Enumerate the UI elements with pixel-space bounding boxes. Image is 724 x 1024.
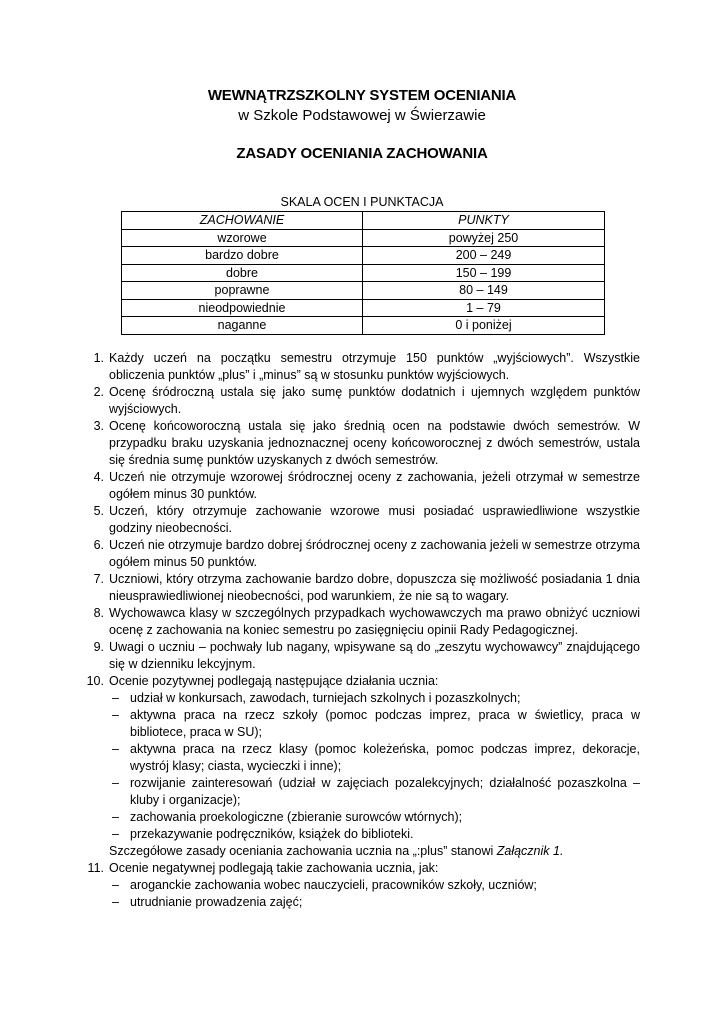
list-text: Uczeń nie otrzymuje wzorowej śródrocznej oceny z zachowania, jeżeli otrzymał w semestrze ogółem minus 30 punktów.	[109, 470, 640, 501]
sub-list-item	[109, 775, 640, 809]
sub-list-item	[109, 809, 640, 826]
table-cell: 0 i poniżej	[363, 317, 605, 335]
grading-scale-table	[121, 211, 605, 335]
list-item-negative-behaviours	[88, 860, 640, 911]
table-cell: wzorowe	[122, 229, 363, 247]
list-number: 3.	[93, 419, 104, 433]
table-cell: nieodpowiednie	[122, 299, 363, 317]
list-number: 10.	[86, 674, 104, 688]
list-item	[88, 537, 640, 571]
list-number: 8.	[93, 606, 104, 620]
note-text: Szczegółowe zasady oceniania zachowania ucznia na „:plus” stanowi	[109, 844, 494, 858]
document-title: WEWNĄTRZSZKOLNY SYSTEM OCENIANIA	[207, 87, 517, 104]
table-cell: bardzo dobre	[122, 247, 363, 265]
list-number: 7.	[93, 572, 104, 586]
list-text: Ocenie pozytywnej podlegają następujące działania ucznia:	[109, 674, 439, 688]
note-attachment-ref: Załącznik 1.	[496, 844, 564, 858]
list-item	[88, 571, 640, 605]
list-item-positive-behaviours	[88, 673, 640, 860]
list-number: 1.	[93, 351, 104, 365]
table-header-row	[122, 212, 605, 230]
sub-list-text: przekazywanie podręczników, książek do biblioteki.	[130, 827, 414, 841]
list-number: 11.	[87, 861, 104, 875]
table-caption: SKALA OCEN I PUNKTACJA	[280, 195, 444, 209]
table-header-cell: PUNKTY	[363, 212, 605, 230]
attachment-note	[109, 843, 640, 860]
sub-list-text: aktywna praca na rzecz szkoły (pomoc podczas imprez, praca w świetlicy, praca w bibliotece, praca w SU);	[130, 708, 640, 739]
document-subtitle: w Szkole Podstawowej w Świerzawie	[238, 107, 486, 124]
list-item	[88, 503, 640, 537]
table-row	[122, 299, 605, 317]
sub-list-text: aktywna praca na rzecz klasy (pomoc koleżeńska, pomoc podczas imprez, dekoracje, wystrój klasy; ciasta, wycieczki i inne);	[130, 742, 640, 773]
list-text: Uczniowi, który otrzyma zachowanie bardzo dobre, dopuszcza się możliwość posiadania 1 dnia nieusprawiedliwionej nieobecności, pod warunkiem, że nie są to wagary.	[109, 572, 640, 603]
list-text: Uwagi o uczniu – pochwały lub nagany, wpisywane są do „zeszytu wychowawcy” znajdującego się w dzienniku lekcyjnym.	[109, 640, 640, 671]
dash-bullet-icon: –	[112, 827, 119, 841]
list-text: Ocenie negatywnej podlegają takie zachowania ucznia, jak:	[109, 861, 439, 875]
sub-list-text: udział w konkursach, zawodach, turniejach szkolnych i pozaszkolnych;	[130, 691, 521, 705]
list-text: Wychowawca klasy w szczególnych przypadkach wychowawczych ma prawo obniżyć uczniowi ocenę z zachowania na koniec semestru po zasięgnięciu opinii Rady Pedagogicznej.	[109, 606, 640, 637]
sub-list-text: aroganckie zachowania wobec nauczycieli, pracowników szkoły, uczniów;	[130, 878, 537, 892]
table-cell: 1 – 79	[363, 299, 605, 317]
list-number: 5.	[93, 504, 104, 518]
list-item	[88, 605, 640, 639]
dash-bullet-icon: –	[112, 895, 119, 909]
list-text: Uczeń, który otrzymuje zachowanie wzorowe musi posiadać usprawiedliwione wszystkie godziny nieobecności.	[109, 504, 640, 535]
dash-bullet-icon: –	[112, 776, 119, 790]
table-row	[122, 282, 605, 300]
table-cell: 200 – 249	[363, 247, 605, 265]
dash-bullet-icon: –	[112, 878, 119, 892]
list-text: Ocenę końcoworoczną ustala się jako średnią ocen na podstawie dwóch semestrów. W przypadku braku uzyskania jednoznacznej oceny końcoworocznej z dwóch semestrów, ustala się średnia sumę punktów uzyskanych z dwóch semestrów.	[109, 419, 640, 467]
table-cell: naganne	[122, 317, 363, 335]
rules-list	[88, 350, 640, 911]
list-number: 9.	[93, 640, 104, 654]
list-number: 2.	[93, 385, 104, 399]
table-cell: poprawne	[122, 282, 363, 300]
sub-list-item	[109, 826, 640, 843]
table-row	[122, 247, 605, 265]
table-cell: powyżej 250	[363, 229, 605, 247]
dash-bullet-icon: –	[112, 742, 119, 756]
list-text: Uczeń nie otrzymuje bardzo dobrej śródrocznej oceny z zachowania jeżeli w semestrze otrzyma ogółem minus 50 punktów.	[109, 538, 640, 569]
dash-bullet-icon: –	[112, 691, 119, 705]
table-row	[122, 264, 605, 282]
table-header-cell: ZACHOWANIE	[122, 212, 363, 230]
table-row	[122, 229, 605, 247]
sub-list-item	[109, 741, 640, 775]
dash-bullet-icon: –	[112, 708, 119, 722]
list-item	[88, 639, 640, 673]
list-text: Każdy uczeń na początku semestru otrzymuje 150 punktów „wyjściowych”. Wszystkie obliczenia punktów „plus” i „minus” są w stosunku punktów wyjściowych.	[109, 351, 640, 382]
list-item	[88, 418, 640, 469]
list-text: Ocenę śródroczną ustala się jako sumę punktów dodatnich i ujemnych względem punktów wyjściowych.	[109, 385, 640, 416]
sub-list-item	[109, 707, 640, 741]
dash-bullet-icon: –	[112, 810, 119, 824]
list-number: 4.	[93, 470, 104, 484]
sub-list-item	[109, 690, 640, 707]
list-item	[88, 469, 640, 503]
list-number: 6.	[93, 538, 104, 552]
sub-list-text: zachowania proekologiczne (zbieranie surowców wtórnych);	[130, 810, 463, 824]
sub-list-text: utrudnianie prowadzenia zajęć;	[130, 895, 303, 909]
section-title: ZASADY OCENIANIA ZACHOWANIA	[236, 145, 488, 162]
sub-list-item	[109, 894, 640, 911]
table-cell: dobre	[122, 264, 363, 282]
sub-list-item	[109, 877, 640, 894]
table-cell: 80 – 149	[363, 282, 605, 300]
list-item	[88, 384, 640, 418]
list-item	[88, 350, 640, 384]
table-row	[122, 317, 605, 335]
sub-list-text: rozwijanie zainteresowań (udział w zajęciach pozalekcyjnych; działalność pozaszkolna – kluby i organizacje);	[130, 776, 640, 807]
table-cell: 150 – 199	[363, 264, 605, 282]
